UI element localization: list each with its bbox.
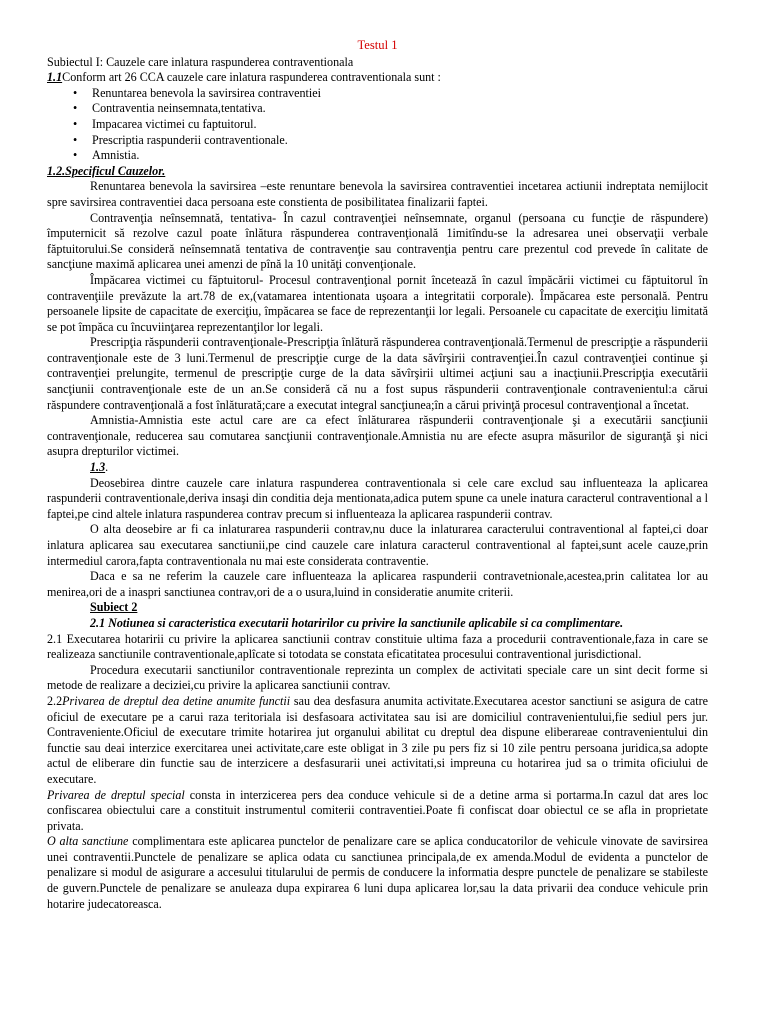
bullet-icon: •: [73, 132, 78, 147]
list-item: • Renuntarea benevola la savirsirea contraventiei: [73, 85, 322, 100]
paragraph-deosebirea-2: O alta deosebire ar fi ca inlaturarea raspunderii contrav,nu duce la inlaturarea caracterului contraventional al faptei,ci doar inlatura aplicarea sau executarea sanctiunii,pe cind cauzele care inlatura caracterul contraventional al faptei,sunt acele cauze,prin intermediul carora,fapta contraventionala nu mai este considerata contraventie.: [47, 522, 708, 568]
section-1-3-heading: 1.3.: [90, 460, 109, 475]
document-title: Testul 1: [357, 38, 398, 52]
bullet-icon: •: [73, 148, 78, 163]
paragraph-2-1: 2.1 Executarea hotaririi cu privire la aplicarea sanctiunii contrav constituie ultima faza a procedurii contraventionale,faza in care se realizeaza sanctiunile contraventionale,aplîcate si totodata se constata eficatitatea procesului contraventional jurisdictional.: [47, 631, 708, 662]
section-1-3-label: 1.3: [90, 460, 106, 475]
paragraph-deosebirea-3: Daca e sa ne referim la cauzele care influenteaza la aplicarea raspunderii contravetnionale,acestea,prin calitatea lor au menirea,ori de a inaspri sanctiunea contrav,ori de a o usura,luind in consideratie anumite criterii.: [47, 569, 708, 599]
list-item: • Amnistia.: [73, 148, 140, 163]
section-1-1-text: Conform art 26 CCA cauzele care inlatura raspunderea contraventionala sunt :: [62, 70, 441, 85]
bullet-icon: •: [73, 116, 78, 131]
section-2-2-italic: Privarea de dreptul dea detine anumite functii: [62, 693, 291, 708]
subject1-heading: Subiectul I: Cauzele care inlatura raspunderea contraventionala: [47, 54, 354, 69]
section-1-2-heading: 1.2.Specificul Cauzelor.: [47, 163, 166, 178]
list-item: • Prescriptia raspunderii contraventionale.: [73, 132, 288, 147]
section-2-1-heading: 2.1 Notiunea si caracteristica executarii hotaririlor cu privire la sanctiunile aplicabile si ca complimentare.: [90, 615, 624, 630]
paragraph-contraventia: Contravenţia neînsemnată, tentativa- În cazul contravenţiei neînsemnate, organul (persoana cu funcţie de răspundere) împuternicit să rezolve cazul poate înlătura răspunderea contravenţională 1imitîndu-se la adresarea unei observaţii verbale făptuitorului.Se consideră neînsemnată tentativa de contravenţie sau contravenţia pentru care prezentul cod prevede în calitate de sancţiune maximă aplicarea unei amenzi de pînă la 10 unităţi convenţionale.: [47, 210, 708, 272]
list-item: • Impacarea victimei cu faptuitorul.: [73, 116, 257, 131]
paragraph-privarea: Privarea de dreptul special consta in interzicerea pers dea conduce vehicule si de a detine arma si portarma.In cazul dat ares loc confiscarea obiectului care a constituit instrumentul comiterii contraventiei.Poate fi confiscat doar obiectul ce se afla in proprietate privata.: [47, 787, 708, 833]
privarea-italic: Privarea de dreptul special: [47, 787, 185, 802]
paragraph-deosebirea-1: Deosebirea dintre cauzele care inlatura raspunderea contraventionala si cele care exclud sau influenteaza la aplicarea raspunderii contraventionale,deriva insaşi din conditia deja mentionata,adica putem spune ca unele inatura caracterul contraventional a l faptei,pe cind altele inlatura raspunderea contrav precum si influenteaza la aplicarea raspunderii contrav.: [47, 475, 708, 521]
bullet-icon: •: [73, 85, 78, 100]
section-1-1: [47, 70, 708, 86]
subject2-heading: Subiect 2: [90, 600, 138, 615]
paragraph-2-2: 2.2Privarea de dreptul dea detine anumite functii sau dea desfasura anumita activitate.Executarea acestor sanctiuni se asigura de catre oficiul de executare pe a carui raza teritoriala isi desfasoara activitatea sau isi are domiciliul contravenientului,fie sediul pers jur. Contraveniente.Oficiul de executare trimite hotarirea jut organului abilitat cu dreptul dea dispune eliberareae contravenientului din functie sau deai interzice exercitarea unei activitate,care este obligat in 3 zile pu pers fiz si 10 zile pentru persoana juridica,sa adopte actul de eliberare din functie sau de interzicere a desfasurarii unei activitati,si impreuna cu hotarirea jud sa o trimita oficiului de executare.: [47, 693, 708, 786]
paragraph-prescriptia: Prescripţia răspunderii contravenţionale-Prescripţia înlătură răspunderea contravenţională.Termenul de prescripţie a răspunderii contravenţionale este de 3 luni.Termenul de prescripţie curge de la data săvîrşirii contravenţiei.În cazul contravenţiei continue şi contravenţiei prelungite, termenul de prescripţie curge de la data săvîrşirii ultimei acţiuni sau a inacţiunii.Prescripţia executării sancţiunii contravenţionale este de un an.Se consideră că nu a fost supus răspunderii contravenţionale contravenientul:a cărui răspundere contravenţională a fost înlăturată;care a executat integral sancţiunea;în a cărui privinţă procesul contravenţional a încetat.: [47, 335, 708, 412]
list-item: • Contraventia neinsemnata,tentativa.: [73, 101, 266, 116]
paragraph-alta-sanctiune: O alta sanctiune complimentara este aplicarea punctelor de penalizare care se aplica conducatorilor de vehicule vinovate de savirsirea unei contraventii.Punctele de penalizare se aplica odata cu sanctiunea principala,de ex amenda.Modul de evidenta a punctelor de penalizare si modul de asigurare a accesului titularului de permis de conducere la informatia despre punctele de penalizare se stabileste de guvern.Punctele de penalizare se anuleaza dupa expirarea 6 luni dupa aplicarea lor,sau la data privarii dea conduce vehicule prin hotarire judecatoreasca.: [47, 834, 708, 911]
paragraph-amnistia: Amnistia-Amnistia este actul care are ca efect înlăturarea răspunderii contravenţionale şi a executării sancţiunii contravenţionale, reducerea sau comutarea sancţiunii contravenţionale.Amnistia nu are efecte asupra măsurilor de siguranţă şi nici asupra drepturilor victimei.: [47, 413, 708, 459]
section-1-1-label: 1.1: [47, 70, 63, 85]
bullet-icon: •: [73, 101, 78, 116]
paragraph-renuntarea: Renuntarea benevola la savirsirea –este renuntare benevola la savirsirea contraventiei incetarea actiunii indreptata nemijlocit spre savirsirea contraventiei daca persoana este constienta de posibilitatea finalizarii faptei.: [47, 179, 708, 209]
causes-list: [47, 86, 708, 164]
alta-sanctiune-italic: O alta sanctiune: [47, 834, 129, 849]
paragraph-impacarea: Împăcarea victimei cu făptuitorul- Procesul contravenţional pornit încetează în cazul împăcării victimei cu făptuitorul în contravenţiile prevăzute la art.78 de ex,(vatamarea intentionata uşoara a integritatii corporale). Împăcarea este personală. Pentru persoanele lipsite de capacitate de exerciţiu, împăcarea se face de reprezentanţii lor legali. Persoanele cu capacitate de exerciţiu limitată se pot împăca cu încuviinţarea reprezentanţilor lor legali.: [47, 272, 708, 334]
paragraph-procedura: Procedura executarii sanctiunilor contraventionale reprezinta un complex de activitati speciale care un sint decit forme si metode de realizare a deciziei,cu privire la aplicarea sanctiunii contrav.: [47, 662, 708, 693]
